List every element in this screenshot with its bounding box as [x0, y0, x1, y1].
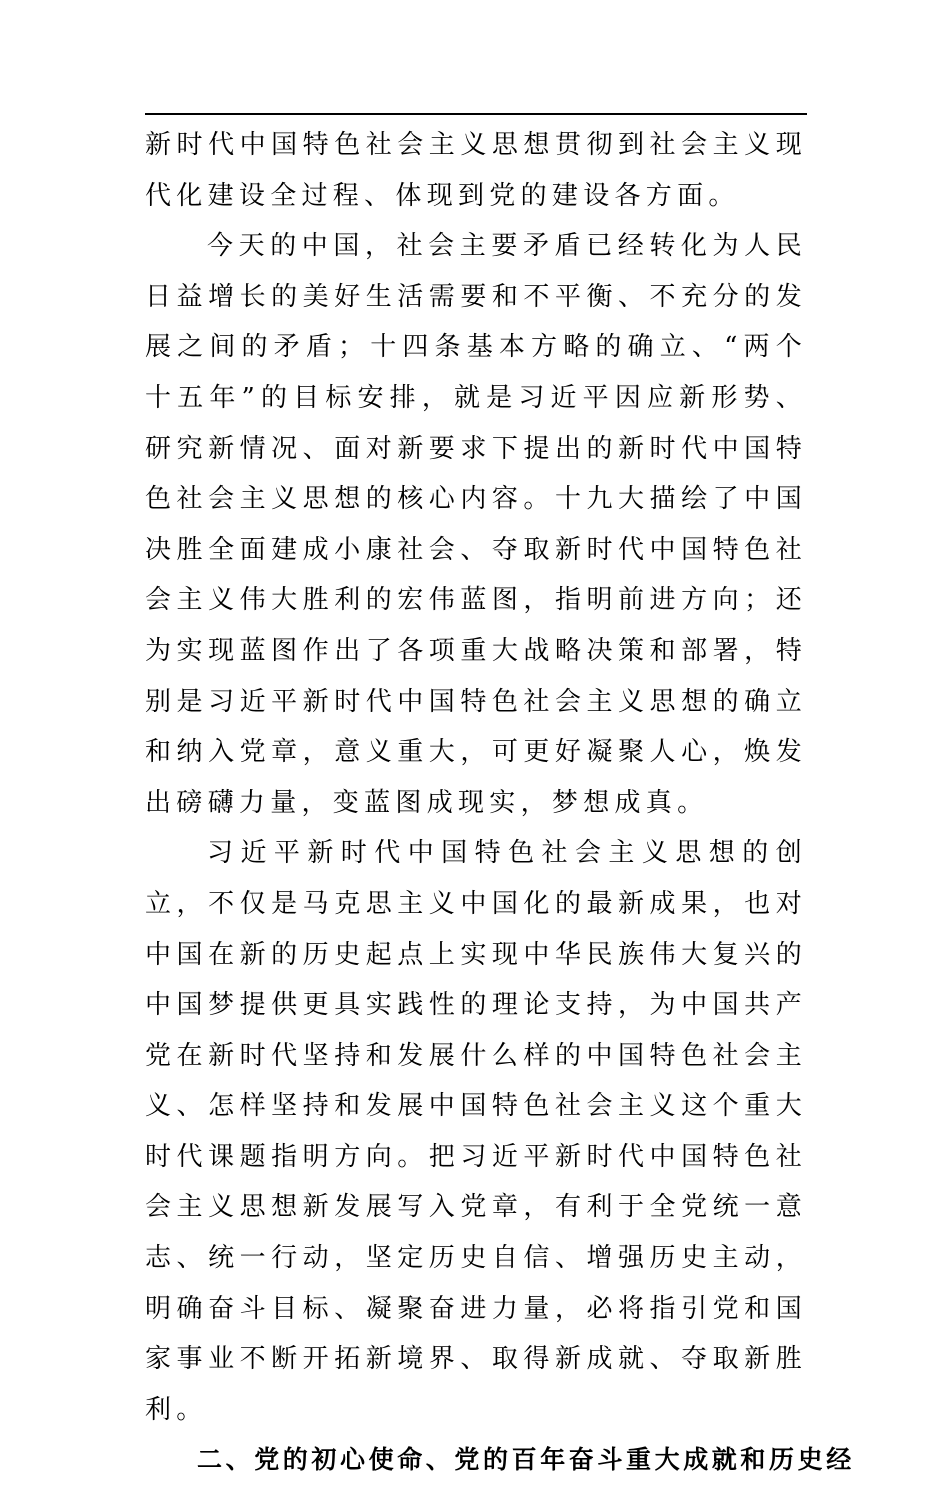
paragraph-thought-founding: 习近平新时代中国特色社会主义思想的创立，不仅是马克思主义中国化的最新成果，也对中国在新的历史起点上实现中华民族伟大复兴的中国梦提供更具实践性的理论支持，为中国共产党在新时代坚持和发展什么样的中国特色社会主义、怎样坚持和发展中国特色社会主义这个重大时代课题指明方向。把习近平新时代中国特色社会主义思想新发展写入党章，有利于全党统一意志、统一行动，坚定历史自信、增强历史主动，明确奋斗目标、凝聚奋进力量，必将指引党和国家事业不断开拓新境界、取得新成就、夺取新胜利。 [145, 838, 807, 1425]
section-heading: 二、党的初心使命、党的百年奋斗重大成就和历史经 [197, 1445, 855, 1475]
header-rule [145, 113, 807, 115]
paragraph-continuation: 新时代中国特色社会主义思想贯彻到社会主义现代化建设全过程、体现到党的建设各方面。 [145, 130, 807, 211]
body-text [145, 120, 855, 1486]
paragraph-social-contradiction: 今天的中国，社会主要矛盾已经转化为人民日益增长的美好生活需要和不平衡、不充分的发展之间的矛盾；十四条基本方略的确立、“两个十五年”的目标安排，就是习近平因应新形势、研究新情况、面对新要求下提出的新时代中国特色社会主义思想的核心内容。十九大描绘了中国决胜全面建成小康社会、夺取新时代中国特色社会主义伟大胜利的宏伟蓝图，指明前进方向；还为实现蓝图作出了各项重大战略决策和部署，特别是习近平新时代中国特色社会主义思想的确立和纳入党章，意义重大，可更好凝聚人心，焕发出磅礴力量，变蓝图成现实，梦想成真。 [145, 231, 807, 818]
